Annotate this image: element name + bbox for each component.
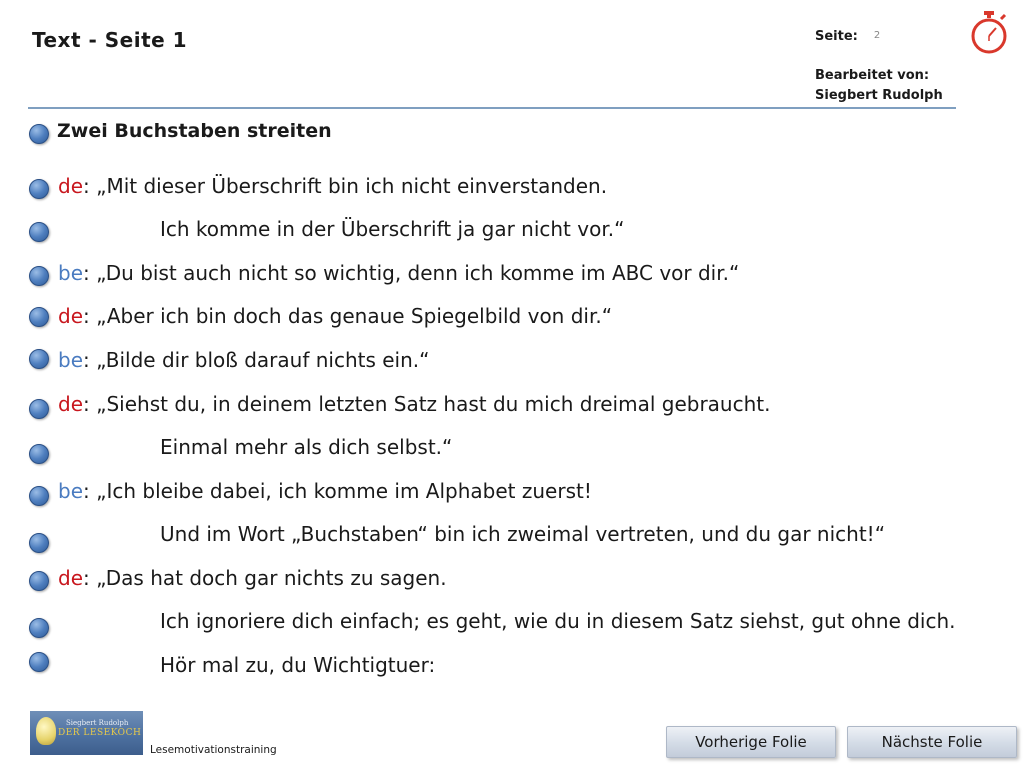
dialogue-quote: „Bilde dir bloß darauf nichts ein.“ xyxy=(96,348,430,372)
bullet-icon[interactable] xyxy=(29,349,49,369)
bullet-icon[interactable] xyxy=(29,444,49,464)
lightbulb-icon xyxy=(36,717,56,745)
stopwatch-icon[interactable] xyxy=(968,10,1010,54)
speaker-separator: : xyxy=(83,392,97,416)
bullet-icon[interactable] xyxy=(29,179,49,199)
speaker-separator: : xyxy=(83,174,97,198)
heading: Zwei Buchstaben streiten xyxy=(57,120,332,142)
dialogue-line xyxy=(0,434,1024,474)
bullet-icon[interactable] xyxy=(29,266,49,286)
bullet-icon[interactable] xyxy=(29,571,49,591)
header-divider xyxy=(28,107,956,109)
dialogue-line xyxy=(0,608,1024,648)
dialogue-quote: „Ich bleibe dabei, ich komme im Alphabet zuerst! xyxy=(96,479,592,503)
bullet-icon[interactable] xyxy=(29,399,49,419)
logo-brand: DER LESEKOCH xyxy=(58,728,142,738)
speaker-be: be xyxy=(58,479,83,503)
speaker-separator: : xyxy=(83,304,97,328)
dialogue-quote: „Das hat doch gar nichts zu sagen. xyxy=(96,566,447,590)
dialogue-quote: „Mit dieser Überschrift bin ich nicht einverstanden. xyxy=(96,174,608,198)
dialogue-quote: „Aber ich bin doch das genaue Spiegelbild von dir.“ xyxy=(96,304,613,328)
speaker-de: de xyxy=(58,566,83,590)
dialogue-line xyxy=(0,260,1024,300)
speaker-de: de xyxy=(58,392,83,416)
heading-line xyxy=(0,118,1024,158)
speaker-separator: : xyxy=(83,261,97,285)
speaker-be: be xyxy=(58,261,83,285)
author-name: Siegbert Rudolph xyxy=(815,88,943,103)
previous-slide-button[interactable]: Vorherige Folie xyxy=(666,726,836,758)
bullet-icon[interactable] xyxy=(29,533,49,553)
dialogue-continuation: Ich ignoriere dich einfach; es geht, wie du in diesem Satz siehst, gut ohne dich. xyxy=(160,609,956,633)
dialogue-text xyxy=(58,261,739,285)
footer-label: Lesemotivationstraining xyxy=(150,744,277,756)
dialogue-text xyxy=(58,174,607,198)
speaker-separator: : xyxy=(83,348,97,372)
bullet-icon[interactable] xyxy=(29,222,49,242)
dialogue-continuation: Ich komme in der Überschrift ja gar nicht vor.“ xyxy=(160,217,625,241)
dialogue-text xyxy=(58,479,592,503)
dialogue-continuation: Hör mal zu, du Wichtigtuer: xyxy=(160,653,436,677)
dialogue-text xyxy=(58,566,447,590)
logo-author: Siegbert Rudolph xyxy=(66,719,129,727)
dialogue-line xyxy=(0,652,1024,692)
page-title: Text - Seite 1 xyxy=(32,28,188,52)
page-label: Seite: xyxy=(815,29,858,44)
speaker-de: de xyxy=(58,304,83,328)
dialogue-line xyxy=(0,565,1024,605)
dialogue-line xyxy=(0,303,1024,343)
dialogue-text xyxy=(58,392,770,416)
bullet-icon[interactable] xyxy=(29,618,49,638)
next-slide-button[interactable]: Nächste Folie xyxy=(847,726,1017,758)
dialogue-continuation: Einmal mehr als dich selbst.“ xyxy=(160,435,453,459)
dialogue-continuation: Und im Wort „Buchstaben“ bin ich zweimal vertreten, und du gar nicht!“ xyxy=(160,522,886,546)
dialogue-text xyxy=(58,348,430,372)
dialogue-quote: „Siehst du, in deinem letzten Satz hast du mich dreimal gebraucht. xyxy=(96,392,771,416)
dialogue-text xyxy=(58,304,612,328)
bullet-icon[interactable] xyxy=(29,307,49,327)
speaker-separator: : xyxy=(83,566,97,590)
author-label: Bearbeitet von: xyxy=(815,68,930,83)
page-info xyxy=(815,29,880,44)
dialogue-line xyxy=(0,216,1024,256)
speaker-de: de xyxy=(58,174,83,198)
speaker-separator: : xyxy=(83,479,97,503)
dialogue-line xyxy=(0,391,1024,431)
dialogue-quote: „Du bist auch nicht so wichtig, denn ich komme im ABC vor dir.“ xyxy=(96,261,740,285)
author-info xyxy=(815,66,943,106)
dialogue-line xyxy=(0,478,1024,518)
bullet-icon[interactable] xyxy=(29,124,49,144)
bullet-icon[interactable] xyxy=(29,652,49,672)
bullet-icon[interactable] xyxy=(29,486,49,506)
dialogue-line xyxy=(0,347,1024,387)
dialogue-line xyxy=(0,173,1024,213)
lesekoch-logo xyxy=(30,711,143,755)
dialogue-line xyxy=(0,521,1024,561)
speaker-be: be xyxy=(58,348,83,372)
page-number: 2 xyxy=(873,30,881,41)
